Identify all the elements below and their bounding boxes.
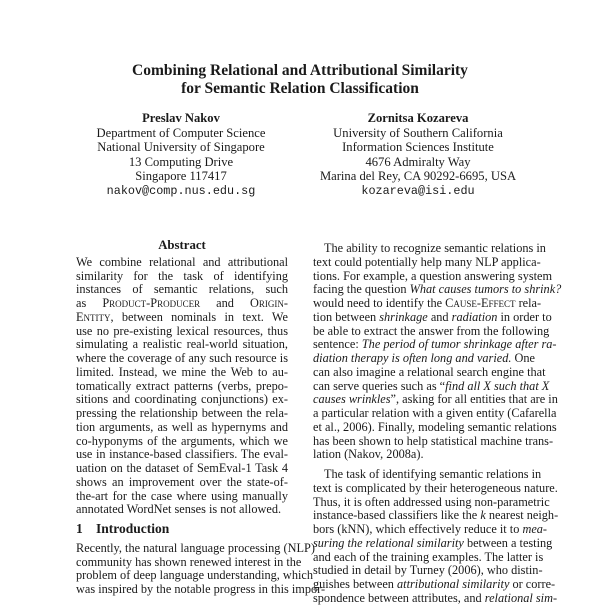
- text-line: [313, 467, 542, 482]
- right-column-body: [313, 241, 562, 606]
- small-caps-text: Product-Producer: [102, 296, 201, 310]
- text-line: [313, 480, 558, 496]
- author-name: Preslav Nakov: [142, 111, 220, 125]
- text-line: [76, 490, 288, 504]
- text-span: rela-: [515, 296, 542, 310]
- small-caps-text: Cause-Effect: [445, 296, 516, 310]
- italic-text: What causes tumors to shrink?: [409, 282, 562, 297]
- section-title: Introduction: [96, 521, 170, 536]
- text-line: [76, 503, 288, 517]
- text-line: [76, 366, 288, 380]
- author-address: 4676 Admiralty Way: [365, 154, 471, 169]
- text-span: et al., 2006). Finally, modeling semantic relations: [313, 419, 557, 434]
- text-span: ”, asking for all entities that are in: [390, 392, 558, 407]
- italic-text: suring the relational similarity: [313, 535, 464, 550]
- text-span: shows an improvement over the state-of-: [76, 474, 288, 489]
- text-span: simulating a realistic real-world situation,: [76, 337, 288, 352]
- text-line: [313, 241, 546, 256]
- italic-text: attributional similarity: [397, 577, 510, 591]
- text-span: the-art for the case where using manually: [76, 488, 288, 503]
- text-line: [76, 380, 288, 394]
- text-span: text could potentially help many NLP applica-: [313, 254, 541, 269]
- paragraph: [76, 256, 288, 517]
- text-span: text is complicated by their heterogeneous nature.: [313, 480, 558, 495]
- text-span: similarity for the task of identifying: [76, 268, 288, 283]
- text-span: and: [200, 296, 251, 310]
- text-span: in order to: [497, 309, 552, 324]
- small-caps-text: Origin-: [250, 296, 288, 310]
- text-line: [76, 270, 288, 284]
- text-line: [313, 351, 535, 366]
- paper-title-line-2: for Semantic Relation Classification: [181, 80, 419, 97]
- small-caps-text: Entity: [76, 309, 111, 324]
- italic-text: find all X such that X: [445, 378, 550, 393]
- text-line: [76, 582, 326, 597]
- text-line: [313, 549, 544, 565]
- text-line: [313, 448, 525, 462]
- text-line: [76, 393, 288, 407]
- text-span: Recently, the natural language processing (NLP): [76, 540, 315, 555]
- text-span: lation (Nakov, 2008a).: [313, 447, 424, 462]
- text-span: and: [427, 309, 452, 324]
- author-block-2: [288, 111, 548, 199]
- text-line: [313, 535, 553, 551]
- text-line: [76, 352, 288, 366]
- text-span: where the coverage of any such resource is: [76, 351, 288, 365]
- text-line: [313, 378, 550, 394]
- author-block-1: [51, 111, 311, 199]
- text-line: [313, 309, 552, 325]
- text-span: tions. For example, a question answering system: [313, 268, 553, 283]
- text-line: [313, 508, 559, 523]
- text-line: [313, 323, 550, 339]
- text-line: [313, 522, 548, 537]
- text-span: The ability to recognize semantic relations in: [324, 241, 546, 255]
- text-span: limited. Instead, we mine the Web to au-: [76, 364, 288, 379]
- text-span: and each of the training examples. The latter is: [313, 549, 544, 564]
- text-span: was inspired by the notable progress in this impor-: [76, 582, 326, 596]
- text-span: has been shown to help statistical machine trans-: [313, 433, 554, 448]
- text-span: studied in detail by Turney (2006), who distin-: [313, 563, 543, 578]
- text-span: between a testing: [463, 535, 553, 550]
- text-span: a particular relation with a given entity (Cafarella: [313, 406, 557, 420]
- text-line: [313, 433, 554, 449]
- text-line: [313, 392, 558, 407]
- text-span: instance-based classifiers like the: [313, 508, 481, 523]
- abstract-heading: Abstract: [158, 238, 206, 252]
- text-span: pressing the relationship between the rela-: [76, 406, 288, 420]
- text-line: [313, 590, 558, 606]
- paragraph: [76, 540, 326, 597]
- text-line: [313, 494, 550, 510]
- text-span: facing the question: [313, 282, 410, 297]
- author-email: nakov@comp.nus.edu.sg: [106, 183, 256, 198]
- text-line: [313, 406, 557, 421]
- author-affiliation: University of Southern California: [333, 125, 503, 140]
- text-span: The task of identifying semantic relations in: [324, 467, 542, 481]
- text-line: [76, 554, 302, 570]
- text-line: [76, 256, 288, 270]
- text-span: One: [511, 351, 535, 365]
- text-span: can serve queries such as “: [313, 378, 446, 393]
- author-address: 13 Computing Drive: [128, 154, 234, 169]
- italic-text: The period of tumor shrinkage after ra-: [361, 337, 557, 352]
- section-number: 1: [76, 521, 83, 536]
- text-span: guishes between: [313, 577, 398, 591]
- author-address: Singapore 117417: [135, 169, 227, 184]
- text-span: or corre-: [509, 577, 556, 591]
- text-span: annotated WordNet senses is not allowed.: [76, 502, 282, 517]
- author-affiliation: Department of Computer Science: [96, 125, 266, 140]
- text-line: [76, 476, 288, 490]
- author-affiliation: National University of Singapore: [97, 140, 265, 155]
- paragraph: [313, 467, 559, 606]
- text-line: [313, 268, 553, 284]
- author-name: Zornitsa Kozareva: [367, 111, 469, 125]
- italic-text: radiation: [451, 309, 498, 324]
- section-heading-introduction: [76, 522, 288, 536]
- italic-text: causes wrinkles: [313, 392, 391, 407]
- text-span: bors (kNN), which effectively reduce it to: [313, 522, 523, 536]
- abstract-body: [76, 256, 288, 517]
- text-span: tion between: [313, 309, 380, 324]
- italic-text: diation therapy is often long and varied.: [313, 351, 512, 365]
- italic-text: mea-: [522, 522, 548, 536]
- text-span: as: [76, 296, 103, 310]
- text-line: [76, 435, 288, 449]
- text-line: [76, 540, 315, 556]
- text-span: instances of semantic relations, such: [76, 282, 288, 297]
- italic-text: shrinkage: [379, 309, 428, 324]
- author-address: Marina del Rey, CA 90292-6695, USA: [319, 169, 517, 184]
- text-line: [313, 282, 562, 297]
- text-line: [76, 283, 288, 297]
- text-span: uation on the dataset of SemEval-1 Task 4: [76, 461, 288, 475]
- text-span: problem of deep language understanding, which: [76, 568, 313, 583]
- right-column: [313, 241, 562, 606]
- author-email: kozareva@isi.edu: [361, 183, 475, 198]
- text-span: spondence between attributes, and: [313, 590, 485, 605]
- text-line: [313, 254, 541, 270]
- text-span: co-hyponyms of the arguments, which we: [76, 433, 288, 448]
- text-line: [76, 421, 288, 435]
- text-span: sentence:: [313, 337, 362, 352]
- text-span: use in instance-based classifiers. The eval-: [76, 447, 288, 462]
- text-line: [313, 577, 556, 592]
- text-span: sitions and coordinating conjunctions) ex-: [76, 392, 288, 407]
- text-line: [313, 563, 543, 578]
- text-line: [76, 338, 288, 352]
- paragraph: [313, 241, 562, 462]
- text-span: We combine relational and attributional: [76, 254, 288, 269]
- text-line: [313, 296, 542, 311]
- text-span: tion arguments, as well as hypernyms and: [76, 419, 288, 434]
- author-affiliation: Information Sciences Institute: [342, 140, 494, 155]
- text-line: [76, 568, 313, 583]
- text-span: , between nominals in text. We: [110, 309, 288, 324]
- text-line: [76, 448, 288, 462]
- italic-text: k: [480, 508, 486, 523]
- italic-text: relational sim-: [484, 590, 558, 605]
- text-line: [76, 297, 288, 311]
- text-span: would need to identify the: [313, 296, 446, 310]
- text-span: Thus, it is often addressed using non-parametric: [313, 494, 550, 509]
- text-line: [76, 462, 288, 476]
- paper-title-line-1: Combining Relational and Attributional Similarity: [132, 62, 468, 79]
- text-line: [76, 325, 288, 339]
- text-span: tomatically extract patterns (verbs, prepo-: [76, 378, 288, 393]
- text-line: [76, 311, 288, 325]
- text-line: [313, 337, 557, 352]
- text-span: can also imagine a relational search engine that: [313, 364, 546, 379]
- text-line: [76, 407, 288, 421]
- introduction-body: [76, 540, 326, 597]
- left-column: [76, 238, 326, 597]
- text-line: [313, 419, 557, 435]
- text-span: community has shown renewed interest in the: [76, 554, 302, 569]
- text-span: use no pre-existing lexical resources, thus: [76, 323, 288, 338]
- text-span: be able to extract the answer from the following: [313, 323, 550, 338]
- text-line: [313, 364, 546, 380]
- text-span: nearest neigh-: [485, 508, 559, 523]
